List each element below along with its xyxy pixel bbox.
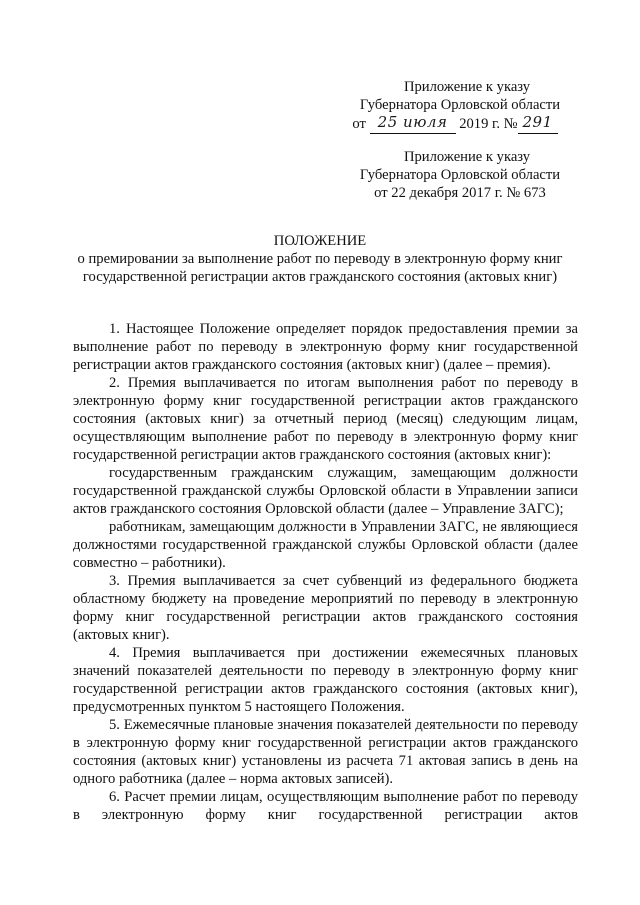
year-suffix: 2019 г. № — [459, 116, 518, 132]
document-heading: ПОЛОЖЕНИЕ — [273, 233, 367, 249]
date-field — [370, 114, 456, 134]
appendix-previous-line1: Приложение к указу — [403, 149, 531, 165]
document-title-block — [60, 232, 580, 286]
appendix-previous-line2: Губернатора Орловской области — [359, 167, 561, 183]
appendix-current-line2: Губернатора Орловской области — [359, 97, 561, 113]
document-body — [73, 320, 578, 824]
paragraph-5: 5. Ежемесячные плановые значения показателей деятельности по переводу в электронную форму книг государственной регистрации актов гражданского состояния (актовых книг) установлены из расчета 71 актовая запись в день на одного работника (далее – норма актовых записей). — [73, 717, 578, 787]
paragraph-2-item-1: государственным гражданским служащим, замещающим должности государственной гражданской службы Орловской области в Управлении записи актов гражданского состояния Орловской области (далее – Управление ЗАГС); — [73, 465, 578, 517]
number-field — [518, 114, 558, 134]
document-subtitle-line2: государственной регистрации актов гражданского состояния (актовых книг) — [82, 269, 558, 285]
handwritten-date: 25 июля — [377, 113, 448, 131]
appendix-current-date-line — [330, 114, 580, 134]
handwritten-number: 291 — [522, 113, 553, 131]
paragraph-4: 4. Премия выплачивается при достижении ежемесячных плановых значений показателей деятельности по переводу в электронную форму книг государственной регистрации актов гражданского состояния (актовых книг), предусмотренных пунктом 5 настоящего Положения. — [73, 645, 578, 715]
paragraph-1: 1. Настоящее Положение определяет порядок предоставления премии за выполнение работ по переводу в электронную форму книг государственной регистрации актов гражданского состояния (актовых книг) (далее – премия). — [73, 321, 578, 373]
appendix-current — [340, 78, 580, 134]
paragraph-3: 3. Премия выплачивается за счет субвенций из федерального бюджета областному бюджету на проведение мероприятий по переводу в электронную форму книг государственной регистрации актов гражданского состояния (актовых книг). — [73, 573, 578, 643]
paragraph-2: 2. Премия выплачивается по итогам выполнения работ по переводу в электронную форму книг государственной регистрации актов гражданского состояния (актовых книг) за отчетный период (месяц) следующим лицам, осуществляющим выполнение работ по переводу в электронную форму книг государственной регистрации актов гражданского состояния (актовых книг): — [73, 375, 578, 463]
appendix-previous — [340, 148, 580, 202]
date-prefix: от — [352, 116, 366, 132]
appendix-current-line1: Приложение к указу — [403, 79, 531, 95]
appendix-previous-line3: от 22 декабря 2017 г. № 673 — [374, 185, 546, 201]
document-subtitle-line1: о премировании за выполнение работ по переводу в электронную форму книг — [77, 251, 563, 267]
paragraph-2-item-2: работникам, замещающим должности в Управлении ЗАГС, не являющиеся должностями государственной гражданской службы Орловской области (далее совместно – работники). — [73, 519, 578, 571]
paragraph-6: 6. Расчет премии лицам, осуществляющим выполнение работ по переводу в электронную форму книг государственной регистрации актов — [73, 789, 578, 823]
